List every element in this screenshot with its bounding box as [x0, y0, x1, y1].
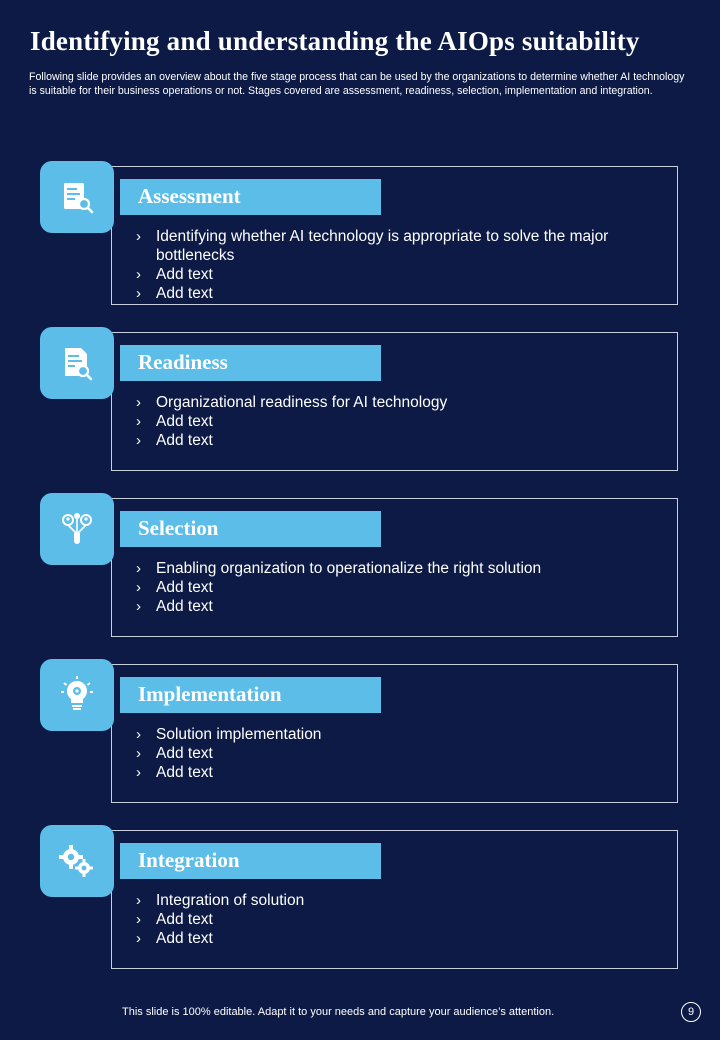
stage-bullets	[136, 891, 636, 948]
lightbulb-gear-icon	[40, 659, 114, 731]
stage-assessment	[40, 161, 682, 309]
bullet-item: › Add text	[136, 413, 213, 430]
stage-header	[120, 345, 381, 381]
bullet-item: › Add text	[136, 579, 213, 596]
stage-header	[120, 511, 381, 547]
bullet-item: › Identifying whether AI technology is appropriate to solve the major bottlenecks	[136, 228, 609, 264]
bullet-item: › Solution implementation	[136, 726, 322, 743]
stage-bullets	[136, 393, 636, 450]
stage-selection	[40, 493, 682, 641]
stage-bullets	[136, 559, 636, 616]
document-search-icon	[40, 161, 114, 233]
stage-title: Integration	[138, 848, 240, 872]
bullet-item: › Integration of solution	[136, 892, 305, 909]
bullet-item: › Enabling organization to operationalize the right solution	[136, 560, 542, 577]
stage-integration	[40, 825, 682, 973]
page-subtitle: Following slide provides an overview about the five stage process that can be used by the organizations to determine whether AI technology is suitable for their business operations or not. Stages covered are assessment, readiness, selection, implementation and integration.	[29, 71, 685, 97]
bullet-item: › Add text	[136, 911, 213, 928]
page-title: Identifying and understanding the AIOps suitability	[30, 26, 640, 56]
bullet-item: › Add text	[136, 930, 213, 947]
stage-header	[120, 677, 381, 713]
bullet-item: › Add text	[136, 598, 213, 615]
report-magnifier-icon	[40, 327, 114, 399]
stage-title: Readiness	[138, 350, 228, 374]
bullet-item: › Add text	[136, 285, 213, 302]
stage-bullets	[136, 227, 636, 303]
bullet-item: › Organizational readiness for AI technology	[136, 394, 448, 411]
stage-readiness	[40, 327, 682, 475]
gears-icon	[40, 825, 114, 897]
page-number: 9	[681, 1002, 701, 1022]
stage-header	[120, 179, 381, 215]
stage-bullets	[136, 725, 636, 782]
footer-note: This slide is 100% editable. Adapt it to your needs and capture your audience’s attention.	[122, 1006, 555, 1018]
people-selection-icon	[40, 493, 114, 565]
stage-title: Selection	[138, 516, 219, 540]
bullet-item: › Add text	[136, 764, 213, 781]
stage-implementation	[40, 659, 682, 807]
bullet-item: › Add text	[136, 432, 213, 449]
stage-title: Implementation	[138, 682, 282, 706]
bullet-item: › Add text	[136, 266, 213, 283]
stage-title: Assessment	[138, 184, 241, 208]
stage-header	[120, 843, 381, 879]
bullet-item: › Add text	[136, 745, 213, 762]
